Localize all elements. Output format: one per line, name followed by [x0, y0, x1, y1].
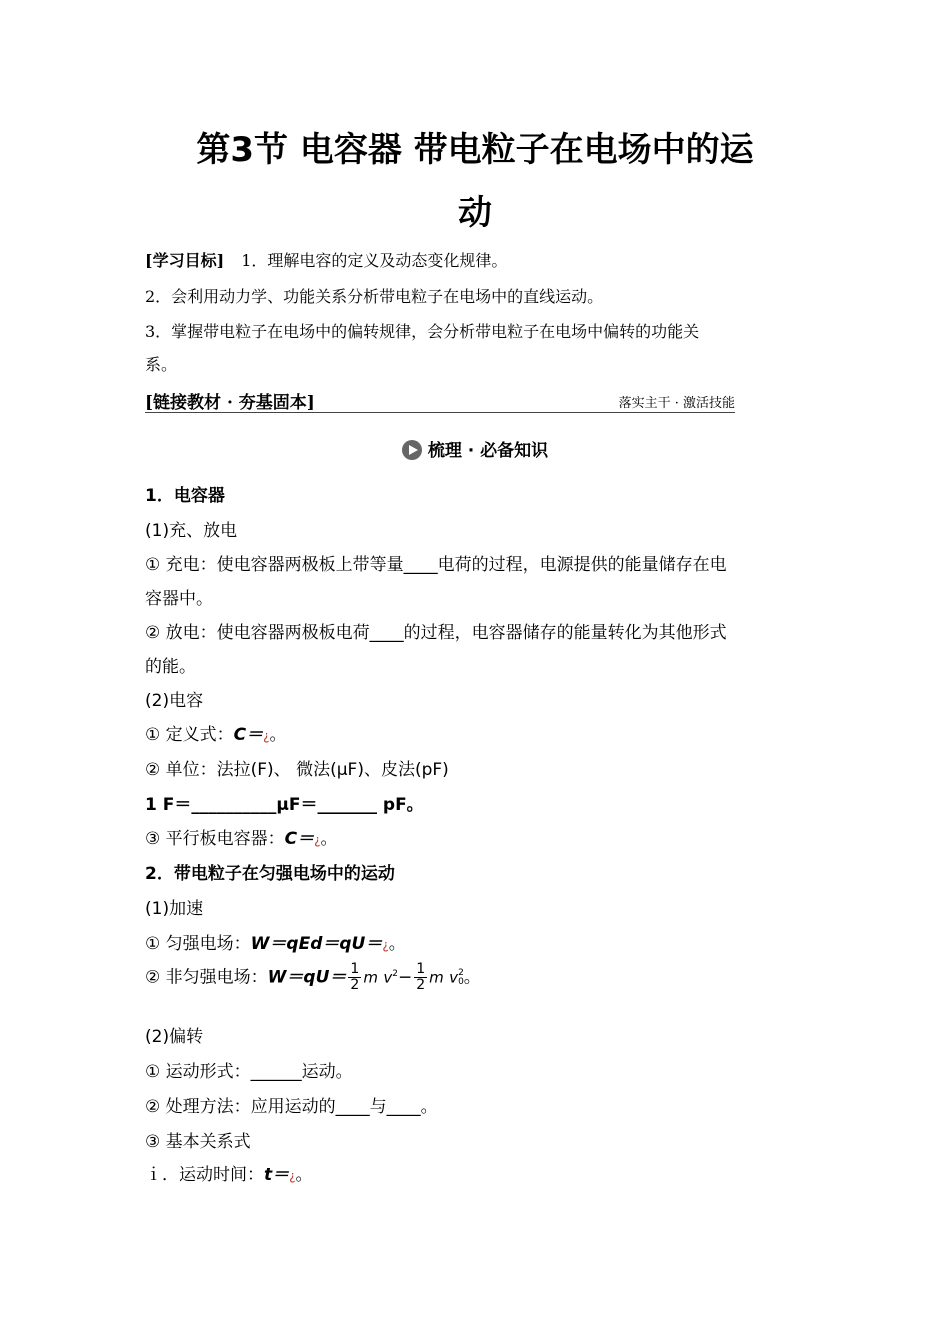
- subheading-text: 梳理 · 必备知识: [427, 441, 549, 461]
- parallel-plate-line: [145, 824, 338, 849]
- objectives-tag: [学习目标]: [145, 251, 225, 270]
- parallel-var: C＝: [284, 829, 315, 849]
- basic-relations-line: ③ 基本关系式: [145, 1132, 251, 1152]
- minus-sign: −: [397, 967, 413, 988]
- section-banner: [145, 388, 735, 413]
- mass-symbol: m: [363, 968, 378, 987]
- time-prefix: ｉ．运动时间：: [145, 1165, 264, 1185]
- objective-2: 2．会利用动力学、功能关系分析带电粒子在电场中的直线运动。: [145, 287, 604, 306]
- nonuniform-suffix: 。: [463, 967, 481, 988]
- method-line: ② 处理方法：应用运动的____与____。: [145, 1097, 438, 1117]
- fraction-half-2: $\frac{1}{2}$: [416, 961, 426, 993]
- mass-symbol: m: [429, 968, 444, 987]
- placeholder-glyph: ¿: [314, 833, 321, 847]
- placeholder-glyph: ¿: [382, 938, 389, 952]
- objective-1: 1．理解电容的定义及动态变化规律。: [241, 251, 508, 270]
- section2-p1-heading: (1)加速: [145, 899, 204, 919]
- uniform-suffix: 。: [388, 934, 406, 954]
- parallel-prefix: ③ 平行板电容器：: [145, 829, 285, 849]
- nonuniform-field-line: ② 非匀强电场：W＝qU＝ $\frac{1}{2}$ m $v^2-$ $\frac{1}{2}$ m v 2 0 。: [145, 961, 481, 993]
- time-suffix: 。: [295, 1165, 313, 1185]
- motion-form-line: ① 运动形式：______运动。: [145, 1062, 353, 1082]
- def-suffix: 。: [269, 725, 287, 745]
- capacitance-definition: [145, 720, 287, 745]
- section1-p2-heading: (2)电容: [145, 691, 204, 711]
- section2-p2-heading: (2)偏转: [145, 1027, 204, 1047]
- uniform-eq: W＝qEd＝qU＝: [250, 934, 383, 954]
- velocity-symbol: v: [449, 968, 459, 987]
- section2-heading: 2．带电粒子在匀强电场中的运动: [145, 864, 395, 884]
- time-var: t＝: [264, 1165, 290, 1185]
- conversion-line: 1 F＝__________μF＝_______ pF。: [145, 795, 424, 815]
- objective-3b: 系。: [145, 355, 178, 374]
- nonuniform-eq: W＝qU＝: [267, 967, 347, 988]
- play-icon: [402, 440, 422, 460]
- banner-left-label: [链接教材 · 夯基固本]: [145, 393, 315, 413]
- discharge-line-a: ② 放电：使电容器两极板电荷____的过程，电容器储存的能量转化为其他形式: [145, 623, 727, 643]
- fraction-half-1: $\frac{1}{2}$: [350, 961, 360, 993]
- objective-3a: 3．掌握带电粒子在电场中的偏转规律，会分析带电粒子在电场中偏转的功能关: [145, 322, 700, 341]
- placeholder-glyph: ¿: [263, 729, 270, 743]
- velocity-symbol: v: [383, 968, 393, 987]
- uniform-field-line: [145, 929, 406, 954]
- def-var: C＝: [233, 725, 264, 745]
- discharge-line-b: 的能。: [145, 657, 196, 677]
- uniform-prefix: ① 匀强电场：: [145, 934, 251, 954]
- section1-p1-heading: (1)充、放电: [145, 521, 238, 541]
- charge-line-a: ① 充电：使电容器两极板上带等量____电荷的过程，电源提供的能量储存在电: [145, 555, 727, 575]
- time-line: [145, 1160, 313, 1185]
- placeholder-glyph: ¿: [289, 1169, 296, 1183]
- page-title-line1: 第3节 电容器 带电粒子在电场中的运: [196, 130, 754, 170]
- def-prefix: ① 定义式：: [145, 725, 234, 745]
- nonuniform-prefix: ② 非匀强电场：: [145, 967, 268, 988]
- banner-right-label: 落实主干 · 激活技能: [618, 396, 735, 411]
- units-line: ② 单位：法拉(F)、 微法(μF)、皮法(pF): [145, 760, 449, 780]
- section1-heading: 1．电容器: [145, 486, 225, 506]
- parallel-suffix: 。: [320, 829, 338, 849]
- subheading: [0, 436, 950, 461]
- objective-line-1: [145, 248, 507, 271]
- charge-line-b: 容器中。: [145, 589, 213, 609]
- page-title-line2: 动: [458, 193, 492, 233]
